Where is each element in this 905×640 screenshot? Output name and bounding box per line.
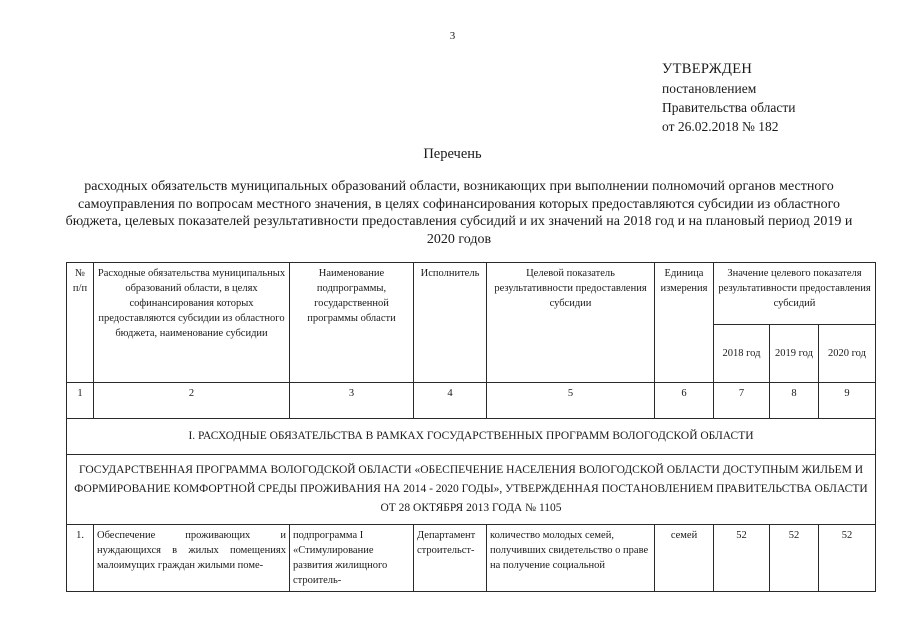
column-number: 7 (714, 383, 770, 419)
column-number: 1 (67, 383, 94, 419)
obligations-table (66, 262, 876, 592)
row-unit: семей (655, 525, 714, 592)
column-number: 2 (94, 383, 290, 419)
approval-line: Правительства области (662, 100, 796, 115)
row-num: 1. (67, 525, 94, 592)
row-value-2019: 52 (770, 525, 819, 592)
approval-line: постановлением (662, 81, 757, 96)
header-executor: Исполнитель (414, 263, 487, 383)
section-row (67, 419, 876, 455)
column-numbers-row (67, 383, 876, 419)
header-year-2018: 2018 год (714, 325, 770, 383)
header-value-group: Значение целевого показателя результативности предоставления субсидий (714, 263, 876, 325)
header-indicator: Целевой показатель результативности предоставления субсидии (487, 263, 655, 383)
header-obligation: Расходные обязательства муниципальных образований области, в целях софинансирования которых предоставляются субсидии из областного бюджета, наименование субсидии (94, 263, 290, 383)
row-program: подпрограмма I «Стимулирование развития жилищного строитель- (290, 525, 414, 592)
row-obligation: Обеспечение проживающих и нуждающихся в жилых помещениях малоимущих граждан жилыми поме- (94, 525, 290, 592)
column-number: 8 (770, 383, 819, 419)
header-year-2019: 2019 год (770, 325, 819, 383)
row-executor: Департамент строительст- (414, 525, 487, 592)
header-year-2020: 2020 год (819, 325, 876, 383)
section-title: I. РАСХОДНЫЕ ОБЯЗАТЕЛЬСТВА В РАМКАХ ГОСУДАРСТВЕННЫХ ПРОГРАММ ВОЛОГОДСКОЙ ОБЛАСТИ (67, 419, 876, 455)
approval-heading: УТВЕРЖДЕН (662, 61, 753, 77)
header-num: № п/п (67, 263, 94, 383)
column-number: 6 (655, 383, 714, 419)
column-number: 5 (487, 383, 655, 419)
header-program: Наименование подпрограммы, государственной программы области (290, 263, 414, 383)
column-number: 3 (290, 383, 414, 419)
approval-date: от 26.02.2018 № 182 (662, 119, 779, 134)
row-indicator: количество молодых семей, получивших свидетельство о праве на получение социальной (487, 525, 655, 592)
column-number: 9 (819, 383, 876, 419)
approval-block (662, 60, 795, 136)
row-value-2020: 52 (819, 525, 876, 592)
document-subtitle: расходных обязательств муниципальных образований области, возникающих при выполнении полномочий органов местного самоуправления по вопросам местного значения, в целях софинансирования которых предоставляются субсидии из областного бюджета, целевых показателей результативности предоставления субсидий и их значений на 2018 год и на плановый период 2019 и 2020 годов (65, 179, 853, 247)
document-title: Перечень (423, 146, 482, 162)
table-row (67, 525, 876, 592)
header-row (67, 263, 876, 325)
column-number: 4 (414, 383, 487, 419)
program-title: ГОСУДАРСТВЕННАЯ ПРОГРАММА ВОЛОГОДСКОЙ ОБЛАСТИ «ОБЕСПЕЧЕНИЕ НАСЕЛЕНИЯ ВОЛОГОДСКОЙ ОБЛАСТИ ДОСТУПНЫМ ЖИЛЬЕМ И ФОРМИРОВАНИЕ КОМФОРТНОЙ СРЕДЫ ПРОЖИВАНИЯ НА 2014 - 2020 ГОДЫ», УТВЕРЖДЕННАЯ ПОСТАНОВЛЕНИЕМ ПРАВИТЕЛЬСТВА ОБЛАСТИ ОТ 28 ОКТЯБРЯ 2013 ГОДА № 1105 (67, 455, 876, 525)
row-value-2018: 52 (714, 525, 770, 592)
program-row (67, 455, 876, 525)
page-number: 3 (449, 30, 456, 42)
header-unit: Единица измерения (655, 263, 714, 383)
